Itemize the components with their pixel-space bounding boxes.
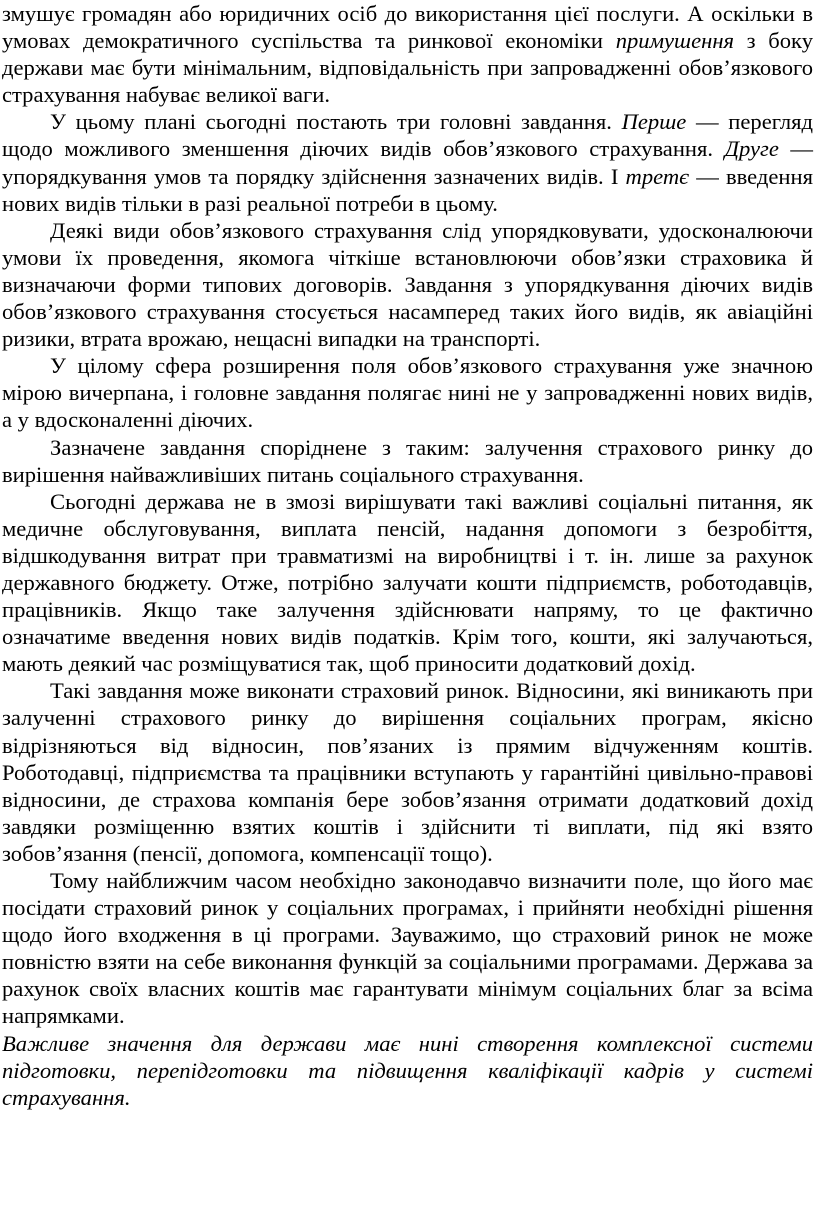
paragraph-4: У цілому сфера розширення поля обов’язкового страхування уже значною мірою вичерпана, і головне завдання полягає нині не у запровадженні нових видів, а у вдосконаленні діючих.	[2, 353, 813, 433]
paragraph-6: Сьогодні держава не в змозі вирішувати такі важливі соціальні питання, як медичне обслуговування, виплата пенсій, надання допомоги з безробіття, відшкодування витрат при травматизмі на виробництві і т. ін. лише за рахунок державного бюджету. Отже, потрібно залучати кошти підприємств, роботодавців, працівників. Якщо таке залучення здійснювати напряму, то це фактично означатиме введення нових видів податків. Крім того, кошти, які залучаються, мають деякий час розміщуватися так, щоб приносити додатковий дохід.	[2, 488, 813, 677]
paragraph-9-italic: Важливе значення для держави має нині створення комплексної системи підготовки, перепідготовки та підвищення кваліфікації кадрів у системі страхування.	[2, 1030, 813, 1110]
paragraph-2-text-c: — упорядкування умов та порядку здійснення зазначених видів. І	[2, 136, 813, 189]
paragraph-5: Зазначене завдання споріднене з таким: залучення страхового ринку до вирішення найважливіших питань соціального страхування.	[2, 434, 813, 487]
emphasis-coercion: примушення	[615, 28, 735, 54]
paragraph-7: Такі завдання може виконати страховий ринок. Відносини, які виникають при залученні страхового ринку до вирішення соціальних програм, якісно відрізняються від відносин, пов’язаних із прямим відчуженням коштів. Роботодавці, підприємства та працівники вступають у гарантійні цивільно-правові відносини, де страхова компанія бере зобов’язання отримати додатковий дохід завдяки розміщенню взятих коштів і здійснити ті виплати, під які взято зобов’язання (пенсії, допомога, компенсації тощо).	[2, 678, 813, 866]
paragraph-2-text-b: — перегляд щодо можливого зменшення діючих видів обов’язкового страхування.	[2, 109, 813, 162]
paragraph-1-text-b: з боку держави має бути мінімальним, відповідальність при запровадженні обов’язкового страхування набуває великої ваги.	[2, 28, 814, 108]
paragraph-3: Деякі види обов’язкового страхування слід упорядковувати, удосконалюючи умови їх проведення, якомога чіткіше встановлюючи обов’язки страховика й визначаючи форми типових договорів. Завдання з упорядкування діючих видів обов’язкового страхування стосується насамперед таких його видів, як авіаційні ризики, втрата врожаю, нещасні випадки на транспорті.	[2, 217, 813, 352]
paragraph-8: Тому найближчим часом необхідно законодавчо визначити поле, що його має посідати страховий ринок у соціальних програмах, і прийняти необхідні рішення щодо його входження в ці програми. Зауважимо, що страховий ринок не може повністю взяти на себе виконання функцій за соціальними програмами. Держава за рахунок своїх власних коштів має гарантувати мінімум соціальних благ за всіма напрямками.	[2, 868, 813, 1029]
emphasis-third: третє	[625, 163, 690, 189]
emphasis-second: Друге	[724, 136, 779, 162]
emphasis-first: Перше	[621, 109, 687, 135]
paragraph-2	[2, 108, 813, 216]
paragraph-1-text-a: змушує громадян або юридичних осіб до використання цієї послуги. А оскільки в умовах демократичного суспільства та ринкової економіки	[2, 1, 813, 54]
paragraph-1	[2, 0, 813, 108]
paragraph-2-text-d: — введення нових видів тільки в разі реальної потреби в цьому.	[2, 163, 813, 216]
paragraph-2-text-a: У цьому плані сьогодні постають три головні завдання.	[50, 109, 622, 135]
